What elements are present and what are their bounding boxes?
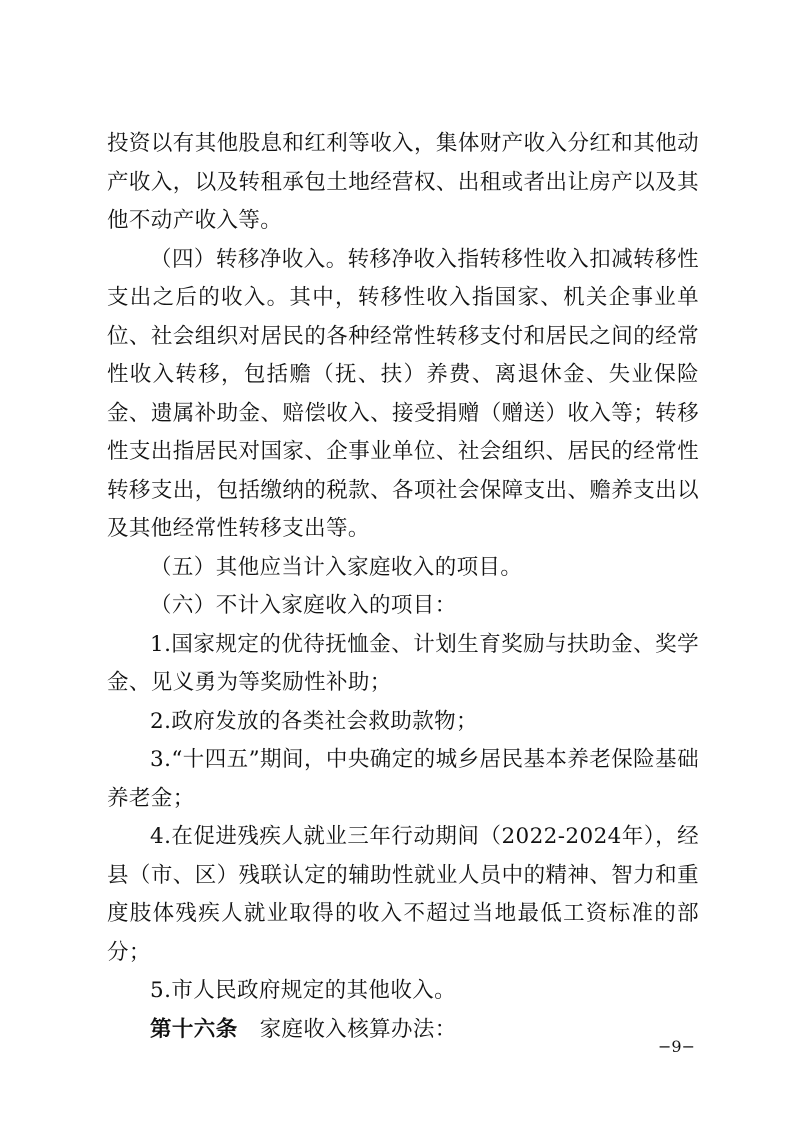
list-item-4: 4.在促进残疾人就业三年行动期间（2022-2024年），经县（市、区）残联认定的辅助性就业人员中的精神、智力和重度肢体残疾人就业取得的收入不超过当地最低工资标准的部分； [107,824,699,965]
list-item-3: 3.“十四五”期间，中央确定的城乡居民基本养老保险基础养老金； [107,747,699,811]
list-item-1: 1.国家规定的优待抚恤金、计划生育奖励与扶助金、奖学金、见义勇为等奖励性补助； [107,631,699,695]
page-number: −9− [658,1037,695,1056]
article-text: 家庭收入核算办法： [259,1016,457,1042]
article-16 [107,1011,699,1050]
list-item-2: 2.政府发放的各类社会救助款物； [150,708,478,734]
paragraph-other-income: （五）其他应当计入家庭收入的项目。 [150,554,523,580]
paragraph-transfer-income: （四）转移净收入。转移净收入指转移性收入扣减转移性支出之后的收入。其中，转移性收入指国家、机关企事业单位、社会组织对居民的各种经常性转移支付和居民之间的经常性收入转移，包括赡（抚、扶）养费、离退休金、失业保险金、遗属补助金、赔偿收入、接受捐赠（赠送）收入等；转移性支出指居民对国家、企事业单位、社会组织、居民的经常性转移支出，包括缴纳的税款、各项社会保障支出、赡养支出以及其他经常性转移支出等。 [107,246,699,541]
article-number: 第十六条 [150,1016,238,1042]
paragraph-excluded-items: （六）不计入家庭收入的项目： [150,593,457,618]
list-item-5: 5.市人民政府规定的其他收入。 [150,978,457,1003]
document-body [107,125,699,1049]
paragraph-1: 投资以有其他股息和红利等收入，集体财产收入分红和其他动产收入，以及转租承包土地经营权、出租或者出让房产以及其他不动产收入等。 [107,131,699,233]
